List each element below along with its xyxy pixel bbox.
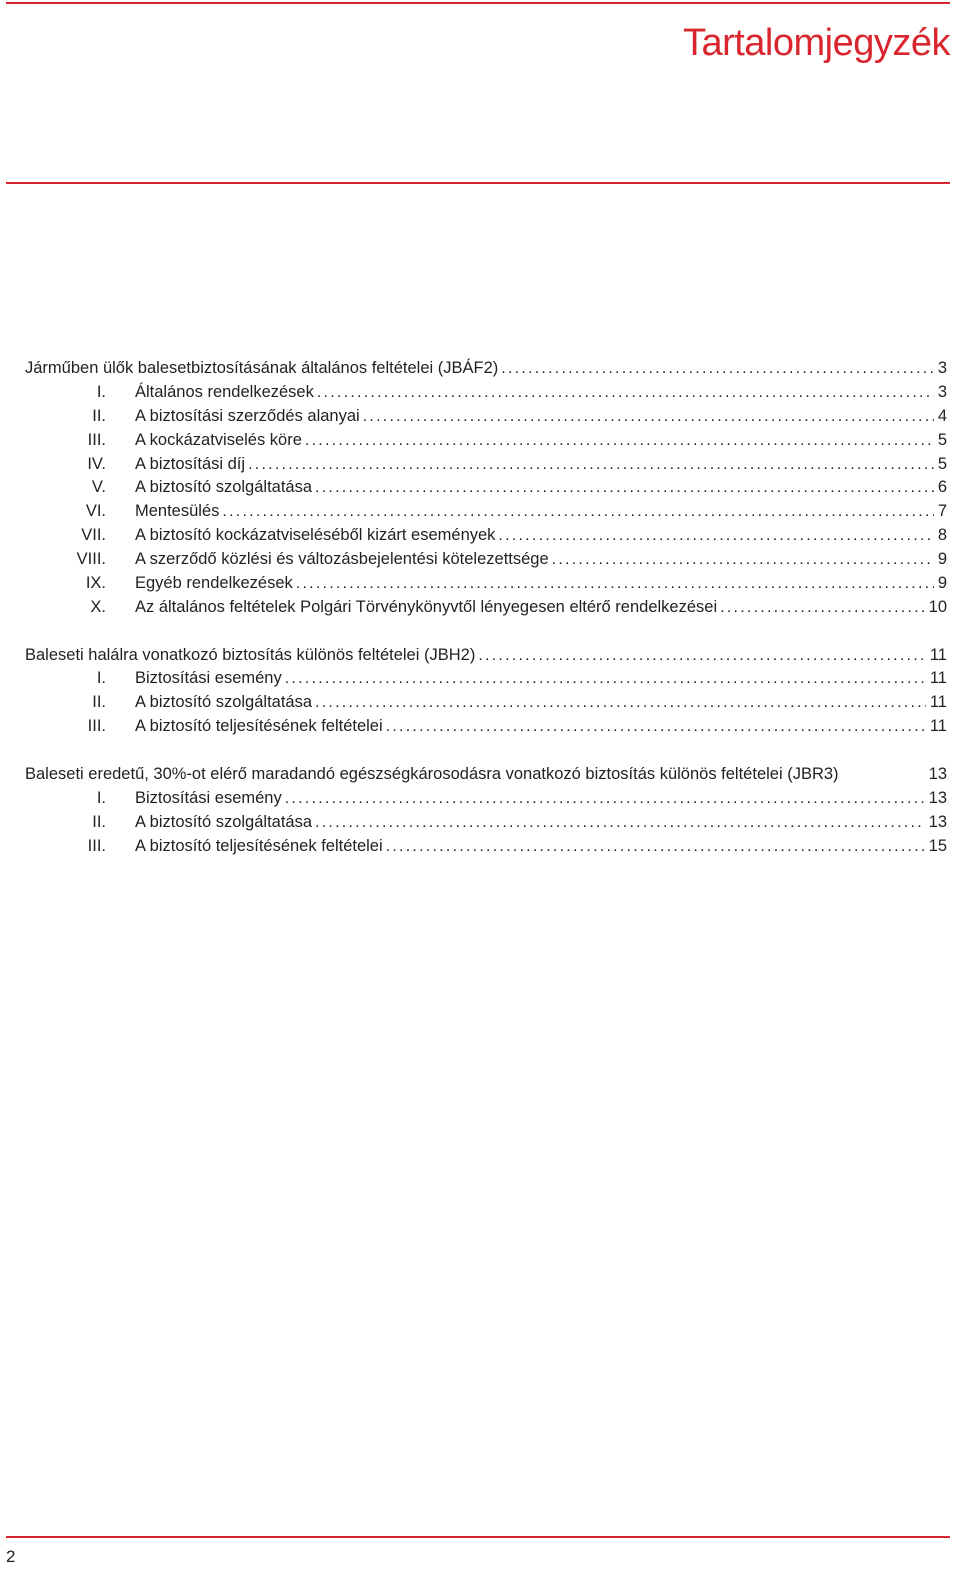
toc-item-number: II. (92, 406, 106, 425)
toc-page: 15 (928, 836, 947, 855)
toc-page: 13 (928, 764, 947, 783)
toc-heading[interactable] (25, 357, 947, 381)
toc-item[interactable] (25, 787, 947, 811)
toc-page: 5 (937, 430, 947, 449)
toc-heading-text: Járműben ülők balesetbiztosításának általános feltételei (JBÁF2) (25, 359, 499, 377)
header-rule (6, 182, 950, 184)
toc-page: 13 (928, 812, 947, 831)
toc-item-number: IX. (85, 574, 106, 593)
toc-item-text: A biztosító szolgáltatása (135, 478, 313, 497)
toc-section-jbr3 (25, 763, 947, 859)
toc-page: 11 (929, 717, 947, 736)
toc-item[interactable] (25, 811, 947, 835)
toc-page: 7 (937, 502, 947, 521)
toc-section-jbaf2 (25, 357, 947, 620)
page-title: Tartalomjegyzék (682, 22, 950, 64)
dot-leader (317, 381, 934, 405)
toc-item[interactable] (25, 405, 947, 429)
toc-item-number: II. (92, 812, 106, 831)
toc-item[interactable] (25, 715, 947, 739)
toc-item[interactable] (25, 500, 947, 524)
dot-leader (315, 476, 934, 500)
dot-leader (720, 596, 925, 620)
toc-item-number: VII. (81, 526, 106, 545)
toc-item-number: III. (87, 430, 106, 449)
toc-page: 11 (929, 669, 947, 688)
toc-item-text: A biztosítási díj (135, 454, 246, 473)
toc-item-number: I. (96, 669, 106, 688)
toc-item-number: VI. (85, 502, 106, 521)
toc-item-text: A szerződő közlési és változásbejelentési kötelezettsége (135, 550, 549, 569)
toc-page: 3 (937, 382, 947, 401)
toc-heading-text: Baleseti halálra vonatkozó biztosítás különös feltételei (JBH2) (25, 645, 476, 664)
dot-leader (501, 357, 934, 381)
toc-item-text: A biztosítási szerződés alanyai (135, 406, 360, 425)
toc-item[interactable] (25, 476, 947, 500)
dot-leader (296, 572, 934, 596)
toc-item-text: Egyéb rendelkezések (135, 574, 293, 593)
toc-page: 8 (937, 526, 947, 545)
toc-item-text: Biztosítási esemény (135, 669, 282, 688)
dot-leader (222, 500, 933, 524)
toc-item-text: A biztosító kockázatviseléséből kizárt események (135, 526, 496, 545)
toc-item[interactable] (25, 835, 947, 859)
dot-leader (363, 405, 934, 429)
toc-page: 10 (928, 597, 947, 616)
toc-heading[interactable] (25, 644, 947, 668)
toc-item-text: Biztosítási esemény (135, 788, 282, 807)
dot-leader (315, 691, 926, 715)
toc-item[interactable] (25, 667, 947, 691)
toc-item[interactable] (25, 691, 947, 715)
toc-item[interactable] (25, 453, 947, 477)
toc-item[interactable] (25, 429, 947, 453)
toc-item-number: IV. (87, 454, 106, 473)
toc-page: 9 (937, 574, 947, 593)
toc-page: 4 (937, 406, 947, 425)
toc-item-number: VIII. (76, 550, 106, 569)
toc-page: 3 (937, 359, 947, 377)
toc-heading-text: Baleseti eredetű, 30%-ot elérő maradandó egészségkárosodásra vonatkozó biztosítás különös feltételei (JBR3) (25, 764, 839, 783)
toc-item-text: A kockázatviselés köre (135, 430, 302, 449)
toc-item[interactable] (25, 596, 947, 620)
page-number: 2 (6, 1547, 16, 1566)
toc-page: 6 (937, 478, 947, 497)
toc-page: 11 (929, 645, 947, 664)
toc-item-text: A biztosító szolgáltatása (135, 693, 313, 712)
toc-item-text: Az általános feltételek Polgári Törvénykönyvtől lényegesen eltérő rendelkezései (135, 597, 718, 616)
toc-item[interactable] (25, 572, 947, 596)
toc-page: 13 (928, 788, 947, 807)
dot-leader (305, 429, 934, 453)
toc-item[interactable] (25, 548, 947, 572)
toc-item-text: Általános rendelkezések (135, 382, 314, 401)
dot-leader (285, 667, 926, 691)
footer-rule (6, 1536, 950, 1538)
dot-leader (285, 787, 925, 811)
toc-item-text: A biztosító teljesítésének feltételei (135, 717, 383, 736)
dot-leader (498, 524, 933, 548)
table-of-contents (25, 357, 947, 882)
toc-item-number: II. (92, 693, 106, 712)
toc-item-number: III. (87, 717, 106, 736)
toc-item-text: Mentesülés (135, 502, 220, 521)
dot-leader (552, 548, 934, 572)
dot-leader (248, 453, 934, 477)
toc-item[interactable] (25, 381, 947, 405)
toc-section-jbh2 (25, 644, 947, 740)
dot-leader (386, 835, 925, 859)
toc-item-number: I. (96, 788, 106, 807)
toc-item-number: X. (90, 597, 106, 616)
top-rule (6, 2, 950, 4)
dot-leader (386, 715, 926, 739)
toc-item-number: V. (91, 478, 106, 497)
dot-leader (315, 811, 925, 835)
toc-page: 5 (937, 454, 947, 473)
toc-item-text: A biztosító teljesítésének feltételei (135, 836, 383, 855)
toc-heading[interactable] (25, 763, 947, 787)
toc-page: 9 (937, 550, 947, 569)
toc-page: 11 (929, 693, 947, 712)
toc-item-text: A biztosító szolgáltatása (135, 812, 313, 831)
toc-item[interactable] (25, 524, 947, 548)
toc-item-number: I. (96, 382, 106, 401)
toc-item-number: III. (87, 836, 106, 855)
dot-leader (478, 644, 926, 668)
